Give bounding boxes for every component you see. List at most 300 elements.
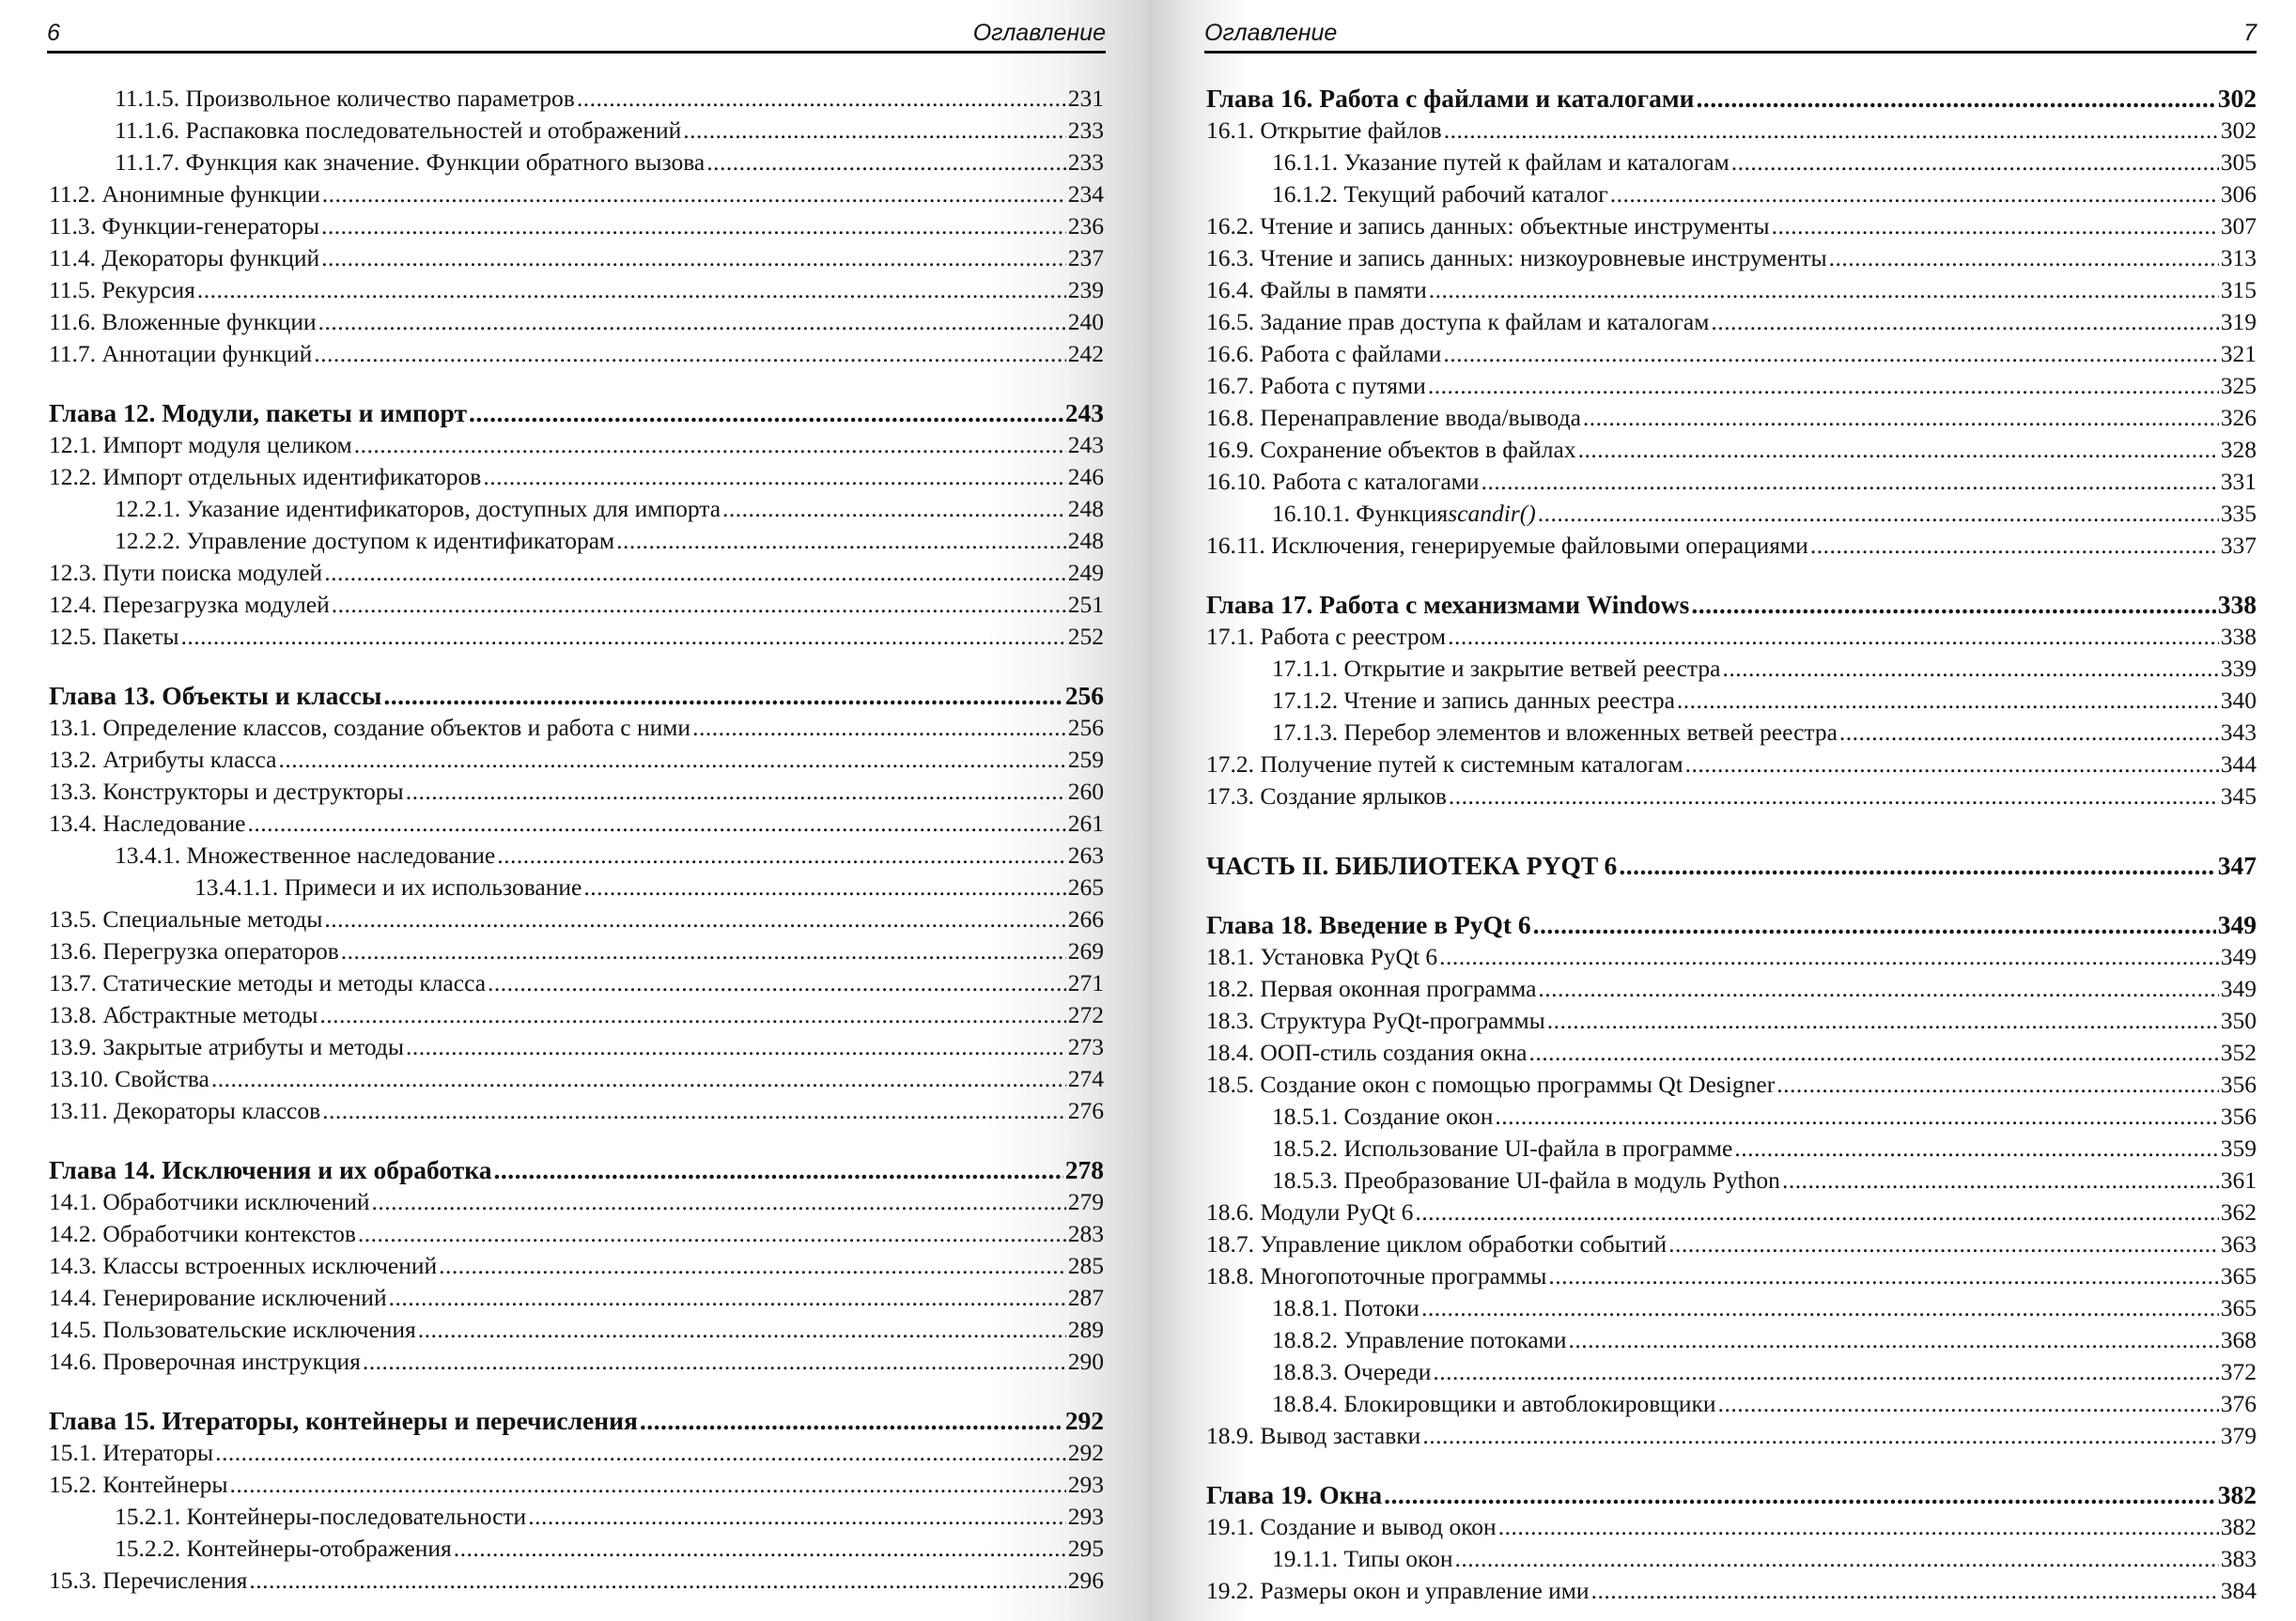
toc-page-number: 292 <box>1064 1406 1104 1435</box>
toc-entry-title: 13.4.1. Множественное наследование <box>115 841 496 869</box>
toc-leader-dots <box>383 680 1063 712</box>
toc-entry-title: 18.5.1. Создание окон <box>1272 1103 1494 1130</box>
toc-page-number: 313 <box>2220 244 2257 271</box>
toc-entry <box>49 1218 1104 1250</box>
toc-leader-dots <box>1548 1260 2218 1292</box>
toc-page-number: 283 <box>1067 1220 1104 1247</box>
toc-entry <box>49 1501 1104 1533</box>
toc-leader-dots <box>180 621 1065 653</box>
toc-page-number: 249 <box>1067 559 1104 586</box>
toc-entry-title: 14.3. Классы встроенных исключений <box>49 1252 438 1279</box>
toc-page-number: 335 <box>2220 500 2257 527</box>
toc-leader-dots <box>1454 1543 2218 1575</box>
toc-leader-dots <box>418 1314 1066 1346</box>
toc-entry-title: 11.1.7. Функция как значение. Функции обратного вызова <box>115 148 706 176</box>
toc-page-number: 269 <box>1067 937 1104 965</box>
toc-leader-dots <box>211 1063 1066 1095</box>
toc-leader-dots <box>1498 1511 2219 1543</box>
toc-page-number: 356 <box>2220 1071 2257 1098</box>
toc-page-number: 256 <box>1067 714 1104 741</box>
toc-entry <box>49 1095 1104 1127</box>
toc-page-number: 302 <box>2217 84 2257 113</box>
toc-leader-dots <box>318 306 1066 338</box>
toc-page-number: 338 <box>2217 590 2257 619</box>
toc-entry <box>1206 1292 2257 1324</box>
right-page-number: 7 <box>2243 20 2257 46</box>
toc-leader-dots <box>1429 274 2219 306</box>
toc-entry <box>49 903 1104 935</box>
toc-entry <box>49 115 1104 147</box>
toc-entry-title: 12.3. Пути поиска модулей <box>49 559 323 586</box>
toc-page-number: 365 <box>2220 1294 2257 1321</box>
toc-leader-dots <box>1619 850 2215 882</box>
toc-leader-dots <box>640 1405 1063 1437</box>
toc-entry-title: Глава 19. Окна <box>1206 1480 1383 1509</box>
toc-entry <box>49 306 1104 338</box>
toc-leader-dots <box>494 1154 1063 1186</box>
toc-leader-dots <box>1591 1575 2219 1607</box>
toc-leader-dots <box>469 397 1063 429</box>
toc-chapter-entry <box>1206 589 2257 621</box>
toc-leader-dots <box>1495 1101 2218 1133</box>
toc-leader-dots <box>321 242 1066 274</box>
toc-entry-title: 17.2. Получение путей к системным каталогам <box>1206 750 1683 778</box>
toc-entry <box>1206 466 2257 498</box>
toc-entry-title: 13.8. Абстрактные методы <box>49 1001 318 1028</box>
toc-page-number: 347 <box>2217 851 2257 880</box>
toc-entry-title: 15.2.2. Контейнеры-отображения <box>115 1535 452 1562</box>
toc-entry-title: 16.8. Перенаправление ввода/вывода <box>1206 404 1581 431</box>
toc-entry <box>1206 242 2257 274</box>
toc-leader-dots <box>358 1218 1066 1250</box>
toc-entry-title: Глава 17. Работа с механизмами Windows <box>1206 590 1690 619</box>
toc-entry <box>49 1314 1104 1346</box>
toc-entry <box>1206 1324 2257 1356</box>
toc-leader-dots <box>1776 1069 2219 1101</box>
toc-leader-dots <box>1433 1356 2218 1388</box>
toc-entry <box>1206 1420 2257 1452</box>
toc-page-number: 256 <box>1064 681 1104 710</box>
toc-entry <box>1206 274 2257 306</box>
toc-entry <box>49 1469 1104 1501</box>
toc-entry-title: 18.5.3. Преобразование UI-файла в модуль Python <box>1272 1166 1780 1194</box>
toc-entry-title: 11.6. Вложенные функции <box>49 308 317 335</box>
toc-entry <box>49 840 1104 872</box>
toc-page-number: 273 <box>1067 1033 1104 1060</box>
toc-page-number: 289 <box>1067 1316 1104 1343</box>
toc-leader-dots <box>1810 530 2219 562</box>
toc-page-number: 261 <box>1067 810 1104 837</box>
toc-entry-title: 13.7. Статические методы и методы класса <box>49 969 487 996</box>
toc-entry-title: 16.2. Чтение и запись данных: объектные инструменты <box>1206 212 1770 239</box>
toc-chapter-entry <box>49 680 1104 712</box>
toc-entry-title: 17.1.1. Открытие и закрытие ветвей реестра <box>1272 655 1721 682</box>
toc-entry <box>1206 1101 2257 1133</box>
toc-page-number: 331 <box>2220 468 2257 495</box>
toc-leader-dots <box>1547 1005 2219 1037</box>
toc-leader-dots <box>363 1346 1066 1378</box>
toc-page-number: 338 <box>2220 623 2257 650</box>
toc-leader-dots <box>314 338 1065 370</box>
toc-leader-dots <box>389 1282 1066 1314</box>
toc-entry-title: 18.8. Многопоточные программы <box>1206 1262 1547 1289</box>
toc-entry <box>1206 717 2257 749</box>
toc-leader-dots <box>322 1095 1066 1127</box>
toc-leader-dots <box>528 1501 1066 1533</box>
toc-entry <box>1206 210 2257 242</box>
toc-page-number: 306 <box>2220 180 2257 208</box>
toc-entry-title: 13.10. Свойства <box>49 1065 209 1092</box>
toc-entry-title: 13.2. Атрибуты класса <box>49 746 277 773</box>
toc-page-number: 368 <box>2220 1326 2257 1353</box>
left-toc <box>49 83 1104 1597</box>
toc-entry-title: 18.8.2. Управление потоками <box>1272 1326 1567 1353</box>
right-running-title: Оглавление <box>1204 20 1338 46</box>
toc-leader-dots <box>1538 498 2219 530</box>
toc-entry <box>1206 402 2257 434</box>
toc-entry-title: 14.4. Генерирование исключений <box>49 1284 387 1311</box>
toc-leader-dots <box>278 744 1065 776</box>
toc-page-number: 237 <box>1067 244 1104 271</box>
toc-leader-dots <box>1711 306 2218 338</box>
toc-leader-dots <box>1384 1479 2216 1511</box>
toc-leader-dots <box>1772 210 2219 242</box>
toc-page-number: 359 <box>2220 1135 2257 1162</box>
toc-leader-dots <box>1428 370 2219 402</box>
toc-entry-title: 16.7. Работа с путями <box>1206 372 1426 399</box>
toc-page-number: 326 <box>2220 404 2257 431</box>
toc-leader-dots <box>1734 1133 2218 1165</box>
toc-leader-dots <box>1482 466 2219 498</box>
toc-entry <box>49 1031 1104 1063</box>
toc-page-number: 307 <box>2220 212 2257 239</box>
toc-page-number: 248 <box>1067 527 1104 554</box>
toc-entry-title: 13.4. Наследование <box>49 810 246 837</box>
toc-entry <box>49 967 1104 999</box>
toc-entry <box>49 776 1104 808</box>
toc-entry <box>1206 1133 2257 1165</box>
toc-entry <box>49 147 1104 178</box>
toc-page-number: 345 <box>2220 782 2257 810</box>
toc-page-number: 352 <box>2220 1039 2257 1066</box>
toc-entry-title: 18.8.4. Блокировщики и автоблокировщики <box>1272 1390 1716 1417</box>
toc-page-number: 319 <box>2220 308 2257 335</box>
toc-page-number: 234 <box>1067 180 1104 208</box>
toc-page-number: 361 <box>2220 1166 2257 1194</box>
toc-leader-dots <box>706 147 1066 178</box>
toc-entry-title: 15.1. Итераторы <box>49 1439 214 1466</box>
toc-page-number: 384 <box>2220 1577 2257 1604</box>
toc-leader-dots <box>1421 1292 2219 1324</box>
toc-leader-dots <box>321 210 1066 242</box>
toc-entry <box>49 557 1104 589</box>
toc-page-number: 287 <box>1067 1284 1104 1311</box>
right-page <box>1148 0 2296 1621</box>
toc-leader-dots <box>1829 242 2219 274</box>
toc-entry-code: scandir() <box>1448 500 1536 527</box>
toc-leader-dots <box>483 461 1065 493</box>
toc-leader-dots <box>406 1031 1066 1063</box>
toc-entry-title: 11.7. Аннотации функций <box>49 340 313 367</box>
toc-page-number: 339 <box>2220 655 2257 682</box>
toc-page-number: 272 <box>1067 1001 1104 1028</box>
toc-entry-title: 11.1.6. Распаковка последовательностей и отображений <box>115 116 682 144</box>
toc-chapter-entry <box>1206 1479 2257 1511</box>
toc-leader-dots <box>1439 941 2219 973</box>
toc-entry <box>1206 1575 2257 1607</box>
toc-entry-title: 16.4. Файлы в памяти <box>1206 276 1427 303</box>
toc-entry <box>1206 653 2257 685</box>
toc-page-number: 349 <box>2220 975 2257 1002</box>
toc-leader-dots <box>319 999 1065 1031</box>
toc-page-number: 343 <box>2220 718 2257 746</box>
toc-page-number: 240 <box>1067 308 1104 335</box>
toc-entry-title: 14.1. Обработчики исключений <box>49 1188 370 1215</box>
toc-entry-title: 11.4. Декораторы функций <box>49 244 320 271</box>
toc-entry-title: 12.1. Импорт модуля целиком <box>49 431 352 458</box>
toc-leader-dots <box>488 967 1066 999</box>
toc-entry-title: 18.6. Модули PyQt 6 <box>1206 1198 1414 1226</box>
toc-page-number: 274 <box>1067 1065 1104 1092</box>
toc-entry <box>49 178 1104 210</box>
toc-leader-dots <box>1696 83 2215 115</box>
toc-leader-dots <box>324 903 1065 935</box>
toc-entry-title: ЧАСТЬ II. БИБЛИОТЕКА PYQT 6 <box>1206 851 1618 880</box>
toc-entry <box>49 935 1104 967</box>
toc-page-number: 243 <box>1067 431 1104 458</box>
toc-leader-dots <box>248 808 1066 840</box>
toc-entry <box>1206 1388 2257 1420</box>
toc-leader-dots <box>229 1469 1065 1501</box>
toc-page-number: 278 <box>1064 1155 1104 1184</box>
toc-leader-dots <box>1422 1420 2218 1452</box>
toc-entry <box>49 589 1104 621</box>
toc-leader-dots <box>1568 1324 2218 1356</box>
left-running-head <box>47 19 1106 54</box>
toc-entry <box>49 429 1104 461</box>
toc-page-number: 376 <box>2220 1390 2257 1417</box>
toc-entry-title: 18.4. ООП-стиль создания окна <box>1206 1039 1528 1066</box>
toc-entry-title: 11.5. Рекурсия <box>49 276 195 303</box>
toc-leader-dots <box>722 493 1066 525</box>
toc-page-number: 276 <box>1067 1097 1104 1124</box>
toc-entry-title: 18.8.3. Очереди <box>1272 1358 1432 1385</box>
toc-page-number: 231 <box>1067 85 1104 112</box>
toc-leader-dots <box>616 525 1066 557</box>
toc-page-number: 265 <box>1067 873 1104 901</box>
toc-page-number: 382 <box>2220 1513 2257 1540</box>
toc-leader-dots <box>439 1250 1066 1282</box>
toc-leader-dots <box>341 935 1066 967</box>
toc-entry-title: 18.8.1. Потоки <box>1272 1294 1419 1321</box>
toc-page-number: 372 <box>2220 1358 2257 1385</box>
toc-entry <box>49 1250 1104 1282</box>
toc-page-number: 328 <box>2220 436 2257 463</box>
toc-entry-title: Глава 13. Объекты и классы <box>49 681 382 710</box>
toc-page-number: 293 <box>1067 1471 1104 1498</box>
toc-leader-dots <box>406 776 1066 808</box>
toc-entry <box>1206 941 2257 973</box>
toc-entry-title: 13.11. Декораторы классов <box>49 1097 321 1124</box>
toc-entry <box>1206 147 2257 178</box>
toc-entry-title: 18.3. Структура PyQt-программы <box>1206 1007 1545 1034</box>
toc-entry-title: 16.9. Сохранение объектов в файлах <box>1206 436 1576 463</box>
toc-entry <box>1206 1228 2257 1260</box>
toc-leader-dots <box>1443 338 2218 370</box>
toc-leader-dots <box>1731 147 2219 178</box>
toc-entry-title: 12.5. Пакеты <box>49 623 179 650</box>
toc-entry-title: 13.9. Закрытые атрибуты и методы <box>49 1033 405 1060</box>
toc-entry-title: 13.6. Перегрузка операторов <box>49 937 339 965</box>
toc-page-number: 321 <box>2220 340 2257 367</box>
toc-page-number: 233 <box>1067 148 1104 176</box>
toc-entry-title: Глава 16. Работа с файлами и каталогами <box>1206 84 1695 113</box>
toc-entry <box>49 242 1104 274</box>
toc-page-number: 295 <box>1067 1535 1104 1562</box>
toc-page-number: 293 <box>1067 1503 1104 1530</box>
toc-page-number: 305 <box>2220 148 2257 176</box>
toc-leader-dots <box>1415 1196 2218 1228</box>
toc-entry-title: 14.5. Пользовательские исключения <box>49 1316 416 1343</box>
toc-entry <box>1206 434 2257 466</box>
toc-entry-title: 13.5. Специальные методы <box>49 905 323 933</box>
toc-page-number: 292 <box>1067 1439 1104 1466</box>
toc-page-number: 290 <box>1067 1348 1104 1375</box>
toc-entry-title: Глава 14. Исключения и их обработка <box>49 1155 492 1184</box>
toc-leader-dots <box>215 1437 1066 1469</box>
toc-entry-title: Глава 18. Введение в PyQt 6 <box>1206 910 1531 939</box>
toc-leader-dots <box>1538 973 2218 1005</box>
toc-entry-title: 15.2.1. Контейнеры-последовательности <box>115 1503 527 1530</box>
toc-leader-dots <box>1677 685 2219 717</box>
toc-entry-title: Глава 12. Модули, пакеты и импорт <box>49 398 467 427</box>
toc-entry <box>49 493 1104 525</box>
toc-leader-dots <box>332 589 1066 621</box>
toc-entry-title: 17.1. Работа с реестром <box>1206 623 1447 650</box>
toc-entry-title: 16.5. Задание прав доступа к файлам и каталогам <box>1206 308 1710 335</box>
toc-leader-dots <box>683 115 1065 147</box>
toc-page-number: 383 <box>2220 1545 2257 1572</box>
toc-entry <box>49 1565 1104 1597</box>
toc-entry-title: 19.1.1. Типы окон <box>1272 1545 1453 1572</box>
toc-entry-title: 12.2.2. Управление доступом к идентификаторам <box>115 527 615 554</box>
toc-page-number: 243 <box>1064 398 1104 427</box>
toc-entry <box>49 744 1104 776</box>
toc-page-number: 266 <box>1067 905 1104 933</box>
left-page-number: 6 <box>47 20 60 46</box>
toc-leader-dots <box>577 83 1066 115</box>
toc-entry-title: 18.7. Управление циклом обработки событий <box>1206 1230 1668 1258</box>
toc-chapter-entry <box>1206 83 2257 115</box>
toc-leader-dots <box>249 1565 1065 1597</box>
toc-page-number: 246 <box>1067 463 1104 490</box>
toc-entry <box>49 1437 1104 1469</box>
toc-page-number: 236 <box>1067 212 1104 239</box>
toc-entry-title: 16.1.2. Текущий рабочий каталог <box>1272 180 1608 208</box>
toc-entry-title: 13.1. Определение классов, создание объектов и работа с ними <box>49 714 691 741</box>
toc-entry-title: 12.2.1. Указание идентификаторов, доступных для импорта <box>115 495 721 522</box>
toc-leader-dots <box>1444 115 2219 147</box>
toc-entry-title: 13.4.1.1. Примеси и их использование <box>194 873 582 901</box>
toc-entry-title: 11.3. Функции-генераторы <box>49 212 320 239</box>
toc-leader-dots <box>354 429 1066 461</box>
toc-entry <box>49 525 1104 557</box>
toc-page-number: 239 <box>1067 276 1104 303</box>
toc-entry <box>1206 1543 2257 1575</box>
toc-entry <box>1206 498 2257 530</box>
toc-entry <box>1206 685 2257 717</box>
toc-page-number: 285 <box>1067 1252 1104 1279</box>
toc-page-number: 356 <box>2220 1103 2257 1130</box>
toc-leader-dots <box>1449 780 2219 812</box>
toc-entry-title: 12.4. Перезагрузка модулей <box>49 591 330 618</box>
toc-entry <box>49 872 1104 903</box>
toc-entry-title: 19.2. Размеры окон и управление ими <box>1206 1577 1590 1604</box>
toc-page-number: 363 <box>2220 1230 2257 1258</box>
toc-entry <box>1206 338 2257 370</box>
toc-entry-title: 14.2. Обработчики контекстов <box>49 1220 356 1247</box>
toc-chapter-entry <box>49 397 1104 429</box>
toc-page-number: 362 <box>2220 1198 2257 1226</box>
toc-entry <box>49 1063 1104 1095</box>
toc-leader-dots <box>1583 402 2219 434</box>
toc-chapter-entry <box>49 1154 1104 1186</box>
toc-entry-title: 16.3. Чтение и запись данных: низкоуровневые инструменты <box>1206 244 1827 271</box>
right-toc <box>1206 83 2257 1607</box>
toc-entry <box>1206 1005 2257 1037</box>
toc-page-number: 315 <box>2220 276 2257 303</box>
toc-entry-title: 19.1. Создание и вывод окон <box>1206 1513 1497 1540</box>
toc-leader-dots <box>1533 909 2216 941</box>
toc-leader-dots <box>197 274 1066 306</box>
toc-page-number: 248 <box>1067 495 1104 522</box>
toc-chapter-entry <box>1206 850 2257 882</box>
toc-entry <box>1206 1196 2257 1228</box>
toc-page-number: 279 <box>1067 1188 1104 1215</box>
toc-page-number: 344 <box>2220 750 2257 778</box>
toc-page-number: 271 <box>1067 969 1104 996</box>
toc-leader-dots <box>1528 1037 2218 1069</box>
toc-leader-dots <box>1578 434 2219 466</box>
toc-entry <box>49 338 1104 370</box>
toc-entry-title: 15.2. Контейнеры <box>49 1471 228 1498</box>
toc-entry <box>1206 178 2257 210</box>
toc-page-number: 242 <box>1067 340 1104 367</box>
left-running-title: Оглавление <box>972 20 1106 46</box>
toc-entry <box>49 808 1104 840</box>
toc-entry-title: 16.10. Работа с каталогами <box>1206 468 1480 495</box>
toc-entry-title: Глава 15. Итераторы, контейнеры и перечисления <box>49 1406 638 1435</box>
toc-entry-title: 11.1.5. Произвольное количество параметров <box>115 85 575 112</box>
toc-leader-dots <box>454 1533 1066 1565</box>
toc-entry <box>49 1346 1104 1378</box>
toc-page-number: 233 <box>1067 116 1104 144</box>
toc-chapter-entry <box>1206 909 2257 941</box>
toc-entry-title: 18.2. Первая оконная программа <box>1206 975 1537 1002</box>
toc-leader-dots <box>497 840 1066 872</box>
toc-page-number: 337 <box>2220 532 2257 559</box>
toc-entry <box>1206 1356 2257 1388</box>
toc-page-number: 365 <box>2220 1262 2257 1289</box>
toc-page-number: 260 <box>1067 778 1104 805</box>
toc-entry-title: 17.1.2. Чтение и запись данных реестра <box>1272 687 1675 714</box>
toc-leader-dots <box>1839 717 2219 749</box>
toc-entry <box>49 621 1104 653</box>
toc-entry-title: 15.3. Перечисления <box>49 1567 248 1594</box>
toc-leader-dots <box>1782 1165 2219 1196</box>
toc-page-number: 263 <box>1067 841 1104 869</box>
toc-entry-title: 17.3. Создание ярлыков <box>1206 782 1447 810</box>
